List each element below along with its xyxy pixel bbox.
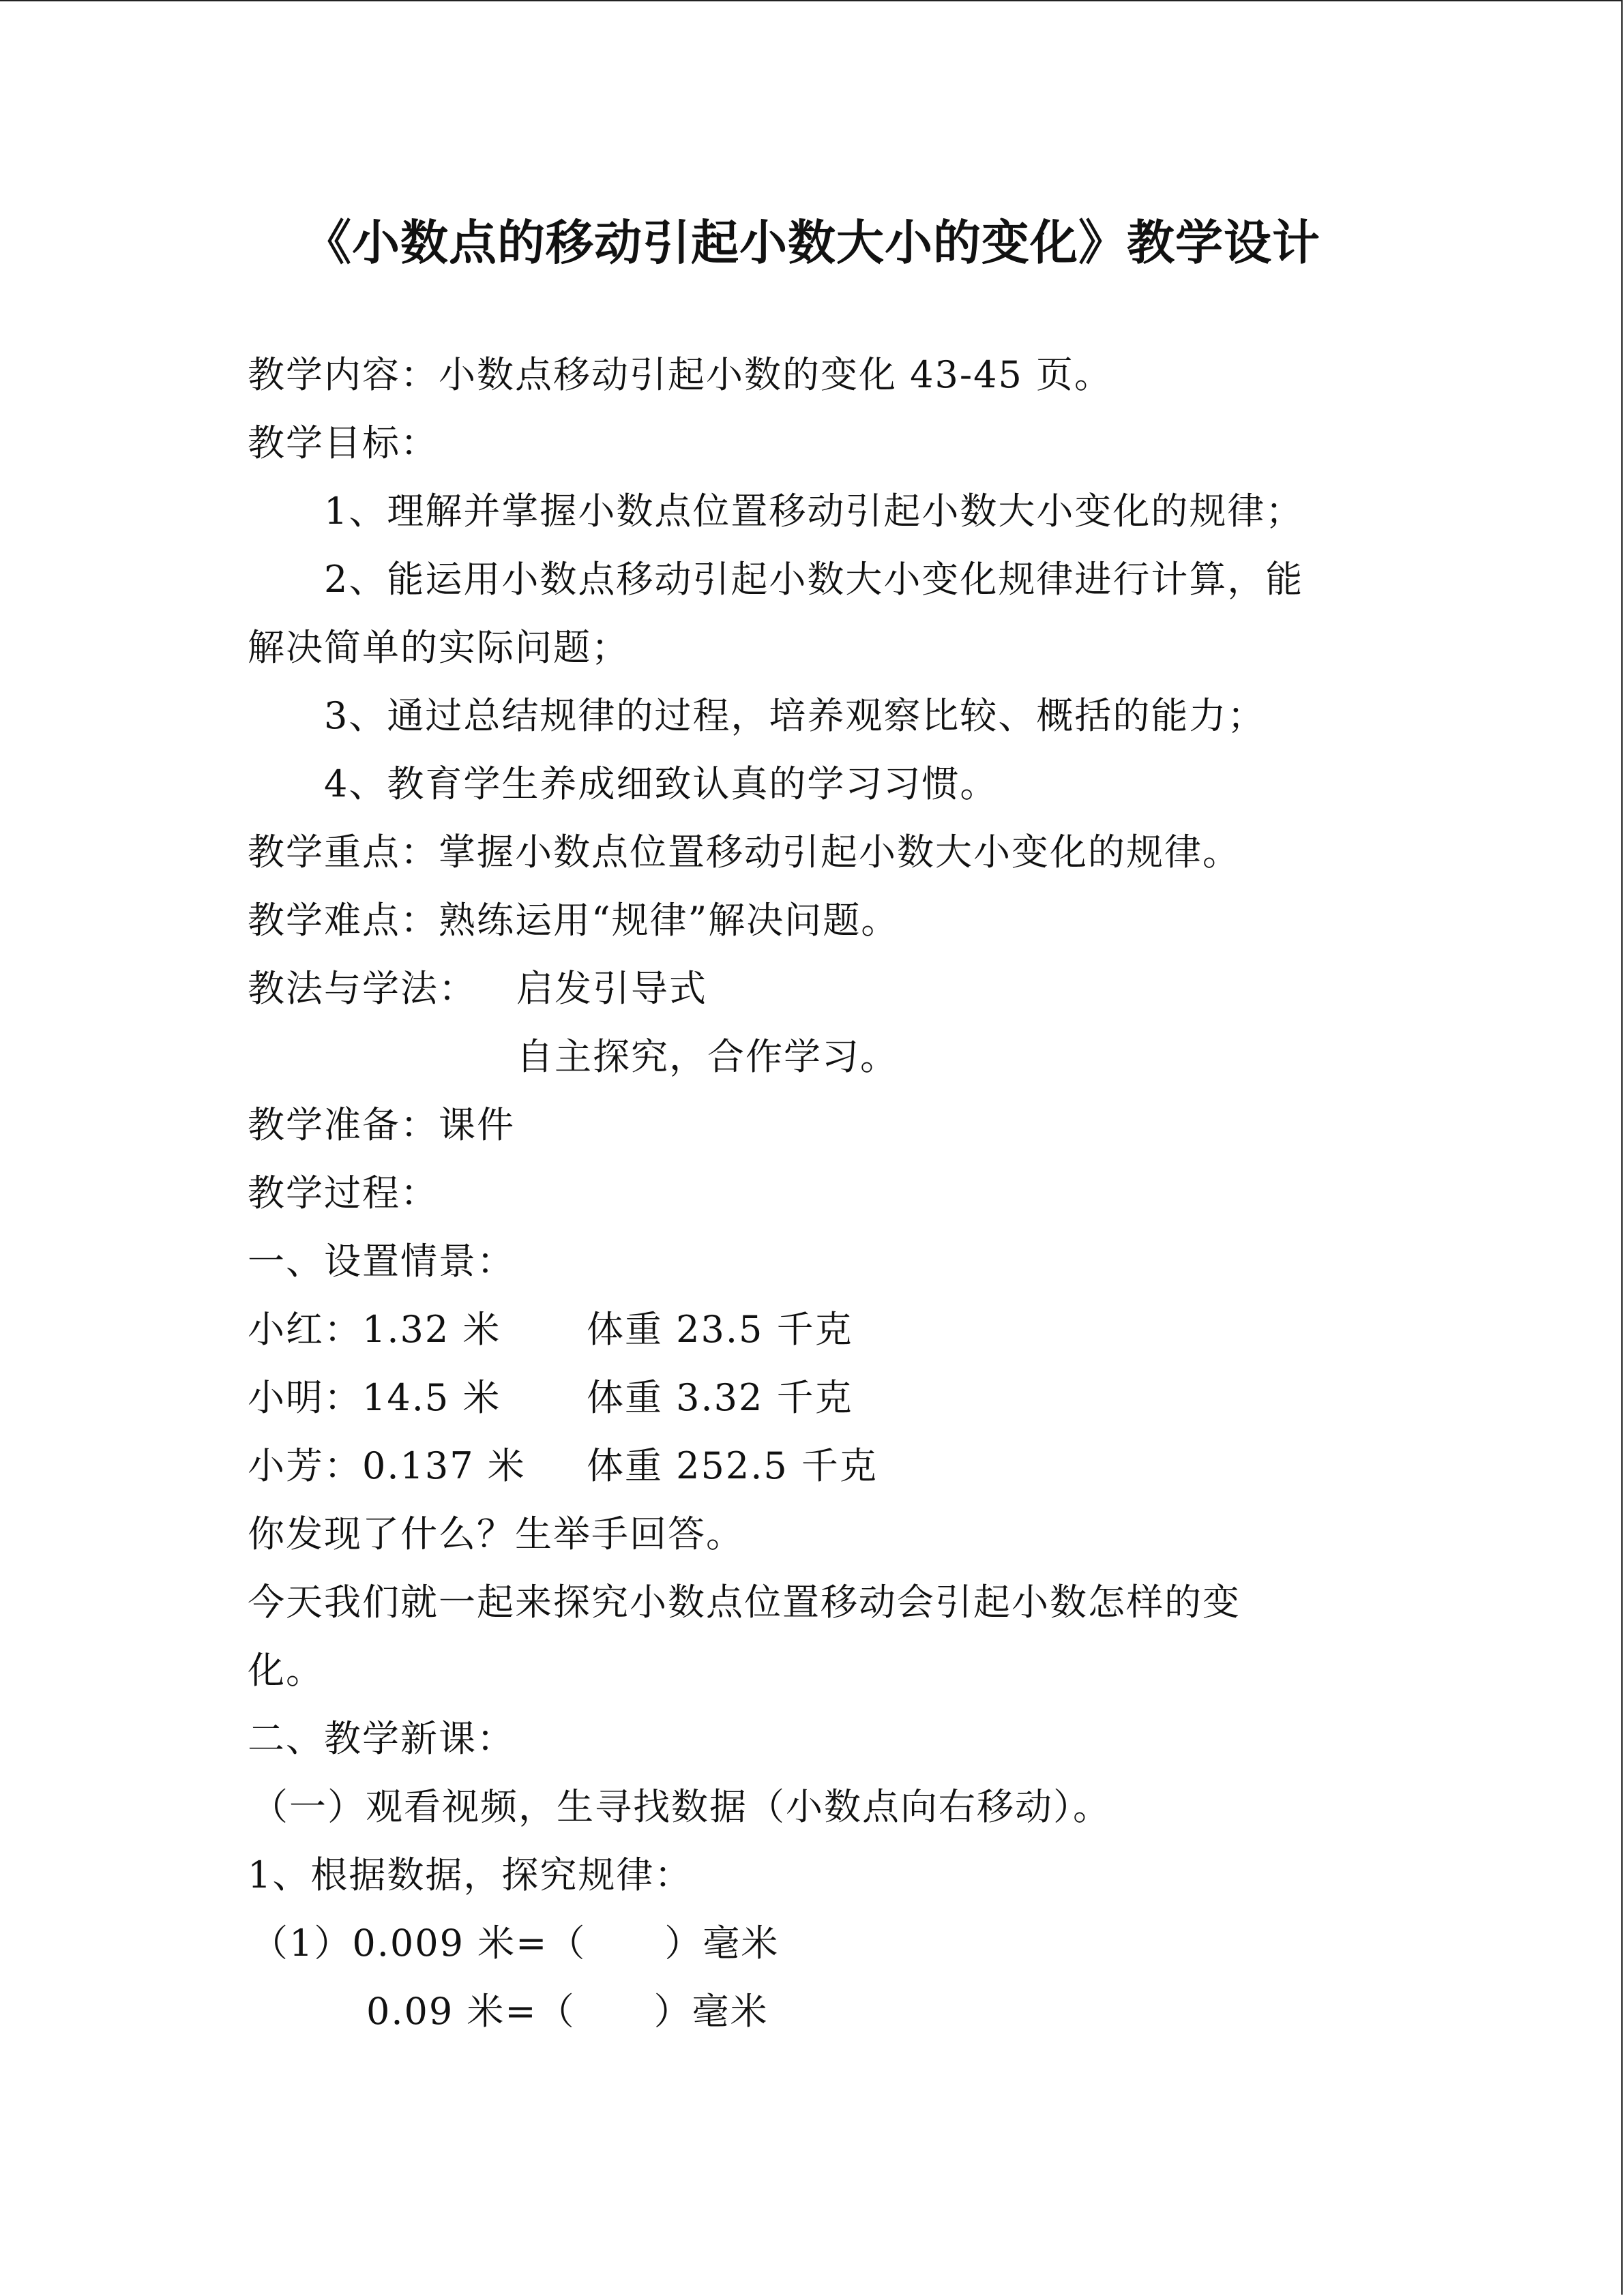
objective-1: 1、理解并掌握小数点位置移动引起小数大小变化的规律； (324, 490, 1304, 533)
person-1-weight: 体重 23.5 千克 (587, 1308, 853, 1351)
person-row-2 (248, 1374, 853, 1422)
intro-line-1: 今天我们就一起来探究小数点位置移动会引起小数怎样的变 (248, 1581, 1241, 1624)
person-2-weight: 体重 3.32 千克 (587, 1376, 853, 1419)
difficulty: 教学难点：熟练运用“规律”解决问题。 (248, 899, 900, 942)
intro-line-2: 化。 (248, 1649, 324, 1692)
person-3-weight: 体重 252.5 千克 (587, 1444, 878, 1487)
person-3-height: 小芳：0.137 米 (248, 1444, 526, 1487)
objective-3: 3、通过总结规律的过程，培养观察比较、概括的能力； (324, 694, 1266, 737)
person-row-3 (248, 1442, 878, 1490)
objective-2: 2、能运用小数点移动引起小数大小变化规律进行计算，能 (324, 558, 1304, 601)
objectives-label: 教学目标： (248, 421, 439, 464)
section-2-heading: 二、教学新课： (248, 1717, 515, 1760)
person-row-1 (248, 1306, 853, 1354)
part-1-heading: （一）观看视频，生寻找数据（小数点向右移动）。 (251, 1785, 1111, 1828)
question: 你发现了什么？生举手回答。 (248, 1512, 744, 1555)
preparation: 教学准备：课件 (248, 1103, 515, 1146)
person-2-height: 小明：14.5 米 (248, 1376, 501, 1419)
step-1: 1、根据数据，探究规律： (248, 1853, 693, 1896)
process-label: 教学过程： (248, 1172, 439, 1214)
person-1-height: 小红：1.32 米 (248, 1308, 501, 1351)
method-row (248, 965, 707, 1013)
section-1-heading: 一、设置情景： (248, 1240, 515, 1283)
objective-4: 4、教育学生养成细致认真的学习习惯。 (324, 762, 999, 805)
objective-2-cont: 解决简单的实际问题； (248, 626, 630, 669)
exercise-2: 0.09 米=（ ）毫米 (366, 1990, 769, 2033)
key-point: 教学重点：掌握小数点位置移动引起小数大小变化的规律。 (248, 831, 1241, 874)
method-1: 启发引导式 (516, 967, 707, 1010)
document-title: 《小数点的移动引起小数大小的变化》教学设计 (304, 214, 1320, 271)
method-label: 教法与学法： (248, 967, 477, 1010)
teaching-content: 教学内容：小数点移动引起小数的变化 43-45 页。 (248, 353, 1113, 396)
exercise-1: （1）0.009 米=（ ）毫米 (251, 1922, 780, 1965)
method-2: 自主探究，合作学习。 (516, 1035, 898, 1078)
